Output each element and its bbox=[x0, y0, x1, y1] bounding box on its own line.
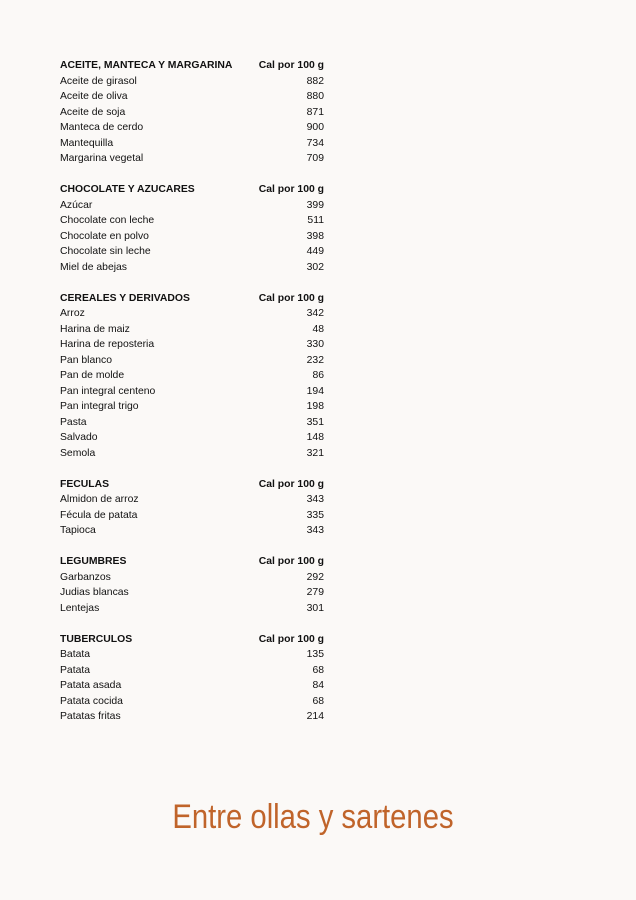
table-row bbox=[60, 399, 324, 415]
table-row bbox=[60, 694, 324, 710]
table-row bbox=[60, 647, 324, 663]
unit-header: Cal por 100 g bbox=[258, 478, 324, 490]
table-row bbox=[60, 244, 324, 260]
section-header bbox=[60, 554, 324, 570]
food-name: Pan integral trigo bbox=[60, 401, 139, 412]
calorie-value: 882 bbox=[306, 75, 324, 87]
calorie-value: 84 bbox=[312, 680, 324, 691]
section-chocolate-azucares bbox=[60, 182, 324, 275]
table-row bbox=[60, 337, 324, 353]
section-title: CHOCOLATE Y AZUCARES bbox=[60, 184, 195, 195]
calorie-value: 321 bbox=[306, 447, 324, 459]
calorie-value: 86 bbox=[312, 370, 324, 381]
table-row bbox=[60, 446, 324, 462]
calorie-value: 194 bbox=[306, 385, 324, 397]
food-name: Manteca de cerdo bbox=[60, 122, 144, 133]
calorie-value: 301 bbox=[306, 602, 324, 614]
food-name: Semola bbox=[60, 447, 96, 459]
table-row bbox=[60, 136, 324, 152]
food-name: Chocolate sin leche bbox=[60, 246, 151, 257]
section-header bbox=[60, 632, 324, 648]
section-header bbox=[60, 291, 324, 307]
calorie-value: 148 bbox=[306, 432, 324, 443]
table-row bbox=[60, 508, 324, 524]
table-row bbox=[60, 585, 324, 601]
food-name: Fécula de patata bbox=[60, 509, 138, 521]
section-tuberculos bbox=[60, 632, 324, 725]
calorie-value: 48 bbox=[312, 323, 324, 335]
table-row bbox=[60, 322, 324, 338]
food-name: Patatas fritas bbox=[60, 711, 121, 722]
food-name: Pan blanco bbox=[60, 354, 112, 366]
food-name: Patata bbox=[60, 664, 91, 676]
table-row bbox=[60, 105, 324, 121]
calorie-table bbox=[60, 58, 324, 740]
section-title: TUBERCULOS bbox=[60, 633, 133, 645]
table-row bbox=[60, 213, 324, 229]
table-row bbox=[60, 709, 324, 725]
food-name: Harina de maiz bbox=[60, 323, 130, 335]
food-name: Lentejas bbox=[60, 602, 100, 614]
unit-header: Cal por 100 g bbox=[258, 292, 324, 304]
calorie-value: 68 bbox=[312, 695, 324, 707]
section-header bbox=[60, 58, 324, 74]
calorie-value: 343 bbox=[306, 525, 324, 536]
food-name: Arroz bbox=[60, 308, 85, 319]
food-name: Aceite de oliva bbox=[60, 91, 128, 102]
food-name: Almidon de arroz bbox=[60, 494, 139, 505]
table-row bbox=[60, 368, 324, 384]
table-row bbox=[60, 678, 324, 694]
calorie-value: 214 bbox=[306, 711, 324, 722]
table-row bbox=[60, 430, 324, 446]
section-title: FECULAS bbox=[60, 478, 110, 490]
section-title: ACEITE, MANTECA Y MARGARINA bbox=[60, 60, 233, 71]
table-row bbox=[60, 663, 324, 679]
section-title: LEGUMBRES bbox=[60, 556, 127, 567]
table-row bbox=[60, 415, 324, 431]
section-aceite-manteca-margarina bbox=[60, 58, 324, 167]
food-name: Patata cocida bbox=[60, 695, 123, 707]
section-header bbox=[60, 182, 324, 198]
food-name: Aceite de girasol bbox=[60, 75, 137, 87]
section-header bbox=[60, 477, 324, 493]
food-name: Pan integral centeno bbox=[60, 385, 156, 397]
food-name: Aceite de soja bbox=[60, 106, 126, 118]
food-name: Miel de abejas bbox=[60, 261, 128, 273]
food-name: Chocolate con leche bbox=[60, 215, 155, 226]
food-name: Margarina vegetal bbox=[60, 153, 144, 164]
section-legumbres bbox=[60, 554, 324, 616]
calorie-value: 198 bbox=[306, 401, 324, 412]
food-name: Chocolate en polvo bbox=[60, 230, 149, 242]
calorie-value: 351 bbox=[306, 416, 324, 428]
section-feculas bbox=[60, 477, 324, 539]
unit-header: Cal por 100 g bbox=[258, 556, 324, 567]
table-row bbox=[60, 384, 324, 400]
calorie-value: 302 bbox=[306, 261, 324, 273]
table-row bbox=[60, 260, 324, 276]
table-row bbox=[60, 306, 324, 322]
calorie-value: 232 bbox=[306, 354, 324, 366]
calorie-value: 292 bbox=[306, 571, 324, 583]
unit-header: Cal por 100 g bbox=[258, 633, 324, 645]
food-name: Salvado bbox=[60, 432, 98, 443]
food-name: Mantequilla bbox=[60, 137, 114, 149]
table-row bbox=[60, 89, 324, 105]
calorie-value: 343 bbox=[306, 494, 324, 505]
unit-header: Cal por 100 g bbox=[258, 60, 324, 71]
table-row bbox=[60, 523, 324, 539]
calorie-value: 709 bbox=[306, 153, 324, 164]
calorie-value: 68 bbox=[312, 664, 324, 676]
food-name: Harina de reposteria bbox=[60, 339, 155, 350]
table-row bbox=[60, 492, 324, 508]
table-row bbox=[60, 570, 324, 586]
table-row bbox=[60, 601, 324, 617]
table-row bbox=[60, 353, 324, 369]
food-name: Patata asada bbox=[60, 680, 122, 691]
food-name: Azúcar bbox=[60, 199, 93, 211]
calorie-value: 279 bbox=[306, 587, 324, 598]
unit-header: Cal por 100 g bbox=[258, 184, 324, 195]
calorie-value: 871 bbox=[306, 106, 324, 118]
calorie-value: 335 bbox=[306, 509, 324, 521]
food-name: Tapioca bbox=[60, 525, 96, 536]
table-row bbox=[60, 229, 324, 245]
calorie-value: 880 bbox=[306, 91, 324, 102]
calorie-value: 511 bbox=[307, 215, 324, 226]
calorie-value: 398 bbox=[306, 230, 324, 242]
calorie-value: 900 bbox=[306, 122, 324, 133]
blog-title: Entre ollas y sartenes bbox=[172, 798, 454, 836]
calorie-value: 330 bbox=[306, 339, 324, 350]
food-name: Batata bbox=[60, 649, 91, 660]
calorie-value: 342 bbox=[306, 308, 324, 319]
food-name: Judias blancas bbox=[60, 587, 129, 598]
food-name: Pasta bbox=[60, 416, 87, 428]
food-name: Pan de molde bbox=[60, 370, 125, 381]
calorie-value: 449 bbox=[306, 246, 324, 257]
section-cereales-derivados bbox=[60, 291, 324, 462]
calorie-value: 399 bbox=[306, 199, 324, 211]
table-row bbox=[60, 74, 324, 90]
food-name: Garbanzos bbox=[60, 571, 111, 583]
calorie-value: 135 bbox=[306, 649, 324, 660]
calorie-value: 734 bbox=[306, 137, 324, 149]
section-title: CEREALES Y DERIVADOS bbox=[60, 292, 190, 304]
table-row bbox=[60, 120, 324, 136]
table-row bbox=[60, 198, 324, 214]
table-row bbox=[60, 151, 324, 167]
